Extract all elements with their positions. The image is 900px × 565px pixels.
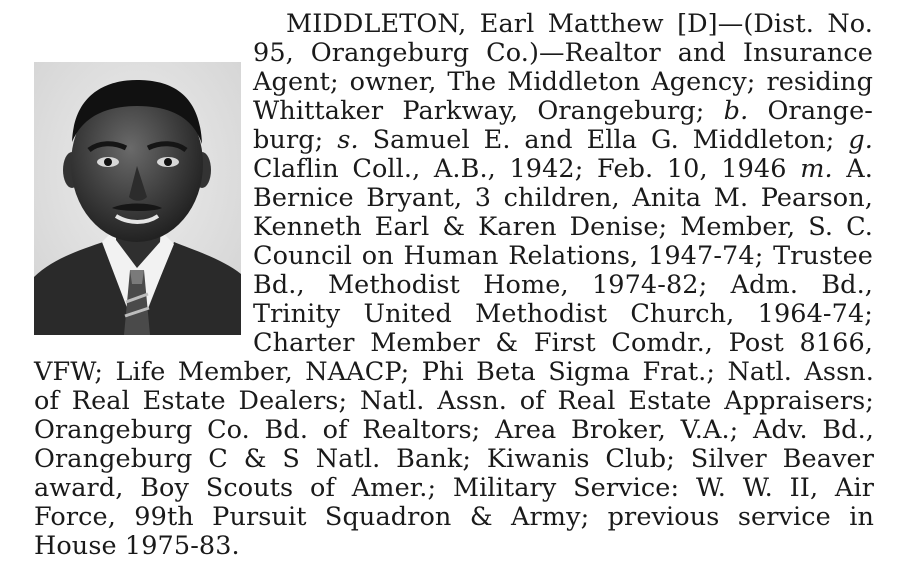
text-segment: 95, Orangeburg Co.)—Realtor and Insurance bbox=[253, 38, 873, 68]
bio-line-10 bbox=[253, 271, 873, 300]
portrait-photo bbox=[34, 62, 241, 335]
text-segment: Trinity United Methodist Church, 1964-74; bbox=[253, 299, 873, 329]
text-segment: Bd., Methodist Home, 1974-82; Adm. Bd., bbox=[253, 270, 873, 300]
text-segment: Agent; owner, The Middleton Agency; residing bbox=[253, 67, 873, 97]
bio-line-7 bbox=[253, 184, 873, 213]
text-segment: Charter Member & First Comdr., Post 8166, bbox=[253, 328, 873, 358]
bio-line-5 bbox=[253, 126, 873, 155]
text-segment: Orange- bbox=[748, 96, 873, 126]
text-segment: burg; bbox=[253, 125, 338, 155]
text-segment: Council on Human Relations, 1947-74; Trustee bbox=[253, 241, 873, 271]
text-segment: award, Boy Scouts of Amer.; Military Service: W. W. II, Air bbox=[34, 473, 874, 503]
bio-line-4 bbox=[253, 97, 873, 126]
bio-line-15 bbox=[34, 416, 874, 445]
text-segment: Claflin Coll., A.B., 1942; Feb. 10, 1946 bbox=[253, 154, 801, 184]
italic-abbrev: g. bbox=[848, 125, 873, 155]
text-segment: Kenneth Earl & Karen Denise; Member, S. C. bbox=[253, 212, 873, 242]
bio-line-14 bbox=[34, 387, 874, 416]
portrait-image bbox=[34, 62, 241, 335]
bio-line-18 bbox=[34, 503, 874, 532]
bio-line-2 bbox=[253, 39, 873, 68]
text-segment: A. bbox=[832, 154, 873, 184]
text-segment: Bernice Bryant, 3 children, Anita M. Pearson, bbox=[253, 183, 873, 213]
bio-line-19 bbox=[34, 532, 874, 561]
italic-abbrev: b. bbox=[723, 96, 749, 126]
bio-line-13 bbox=[34, 358, 874, 387]
bio-line-12 bbox=[253, 329, 873, 358]
text-segment: Samuel E. and Ella G. Middleton; bbox=[358, 125, 849, 155]
bio-line-3 bbox=[253, 68, 873, 97]
text-segment: MIDDLETON, Earl Matthew [D]—(Dist. No. bbox=[286, 9, 873, 39]
text-segment: of Real Estate Dealers; Natl. Assn. of Real Estate Appraisers; bbox=[34, 386, 874, 416]
italic-abbrev: s. bbox=[337, 125, 359, 155]
bio-line-16 bbox=[34, 445, 874, 474]
italic-abbrev: m. bbox=[800, 154, 833, 184]
bio-line-11 bbox=[253, 300, 873, 329]
bio-line-17 bbox=[34, 474, 874, 503]
text-segment: VFW; Life Member, NAACP; Phi Beta Sigma Frat.; Natl. Assn. bbox=[34, 357, 874, 387]
text-segment: Orangeburg C & S Natl. Bank; Kiwanis Club; Silver Beaver bbox=[34, 444, 874, 474]
bio-line-1 bbox=[286, 10, 873, 39]
text-segment: Whittaker Parkway, Orangeburg; bbox=[253, 96, 724, 126]
text-segment: Force, 99th Pursuit Squadron & Army; previous service in bbox=[34, 502, 874, 532]
bio-line-6 bbox=[253, 155, 873, 184]
bio-line-8 bbox=[253, 213, 873, 242]
bio-line-9 bbox=[253, 242, 873, 271]
text-segment: Orangeburg Co. Bd. of Realtors; Area Broker, V.A.; Adv. Bd., bbox=[34, 415, 874, 445]
text-segment: House 1975-83. bbox=[34, 531, 240, 561]
